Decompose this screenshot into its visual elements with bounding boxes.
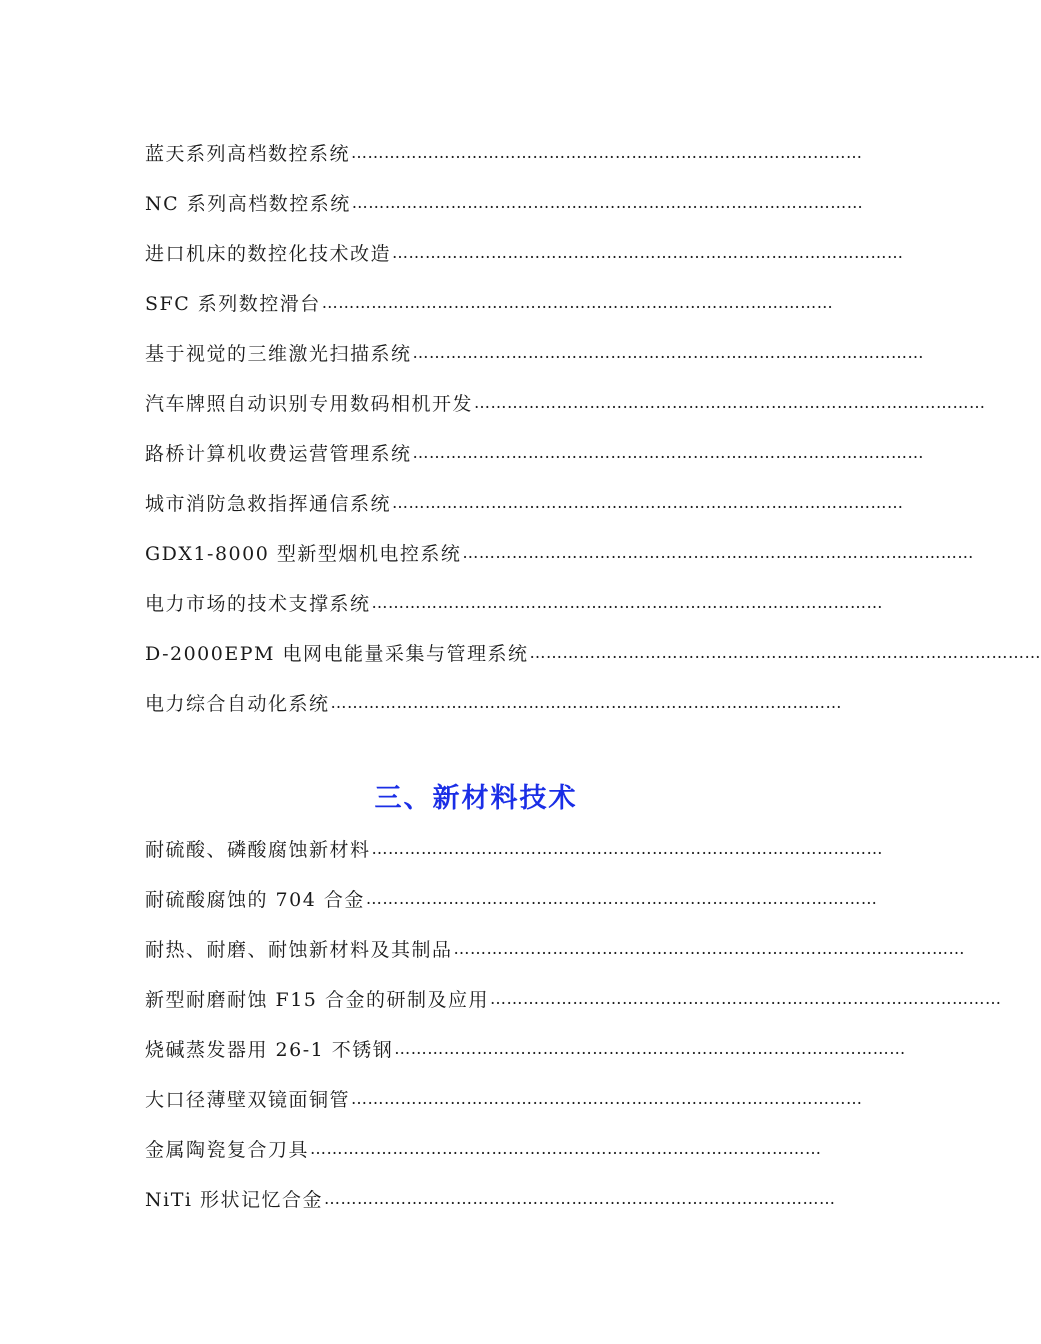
dot-leader: ………………………………………………………………………………… (394, 1038, 906, 1058)
dot-leader: ………………………………………………………………………………… (321, 292, 834, 312)
toc-entry-label: 汽车牌照自动识别专用数码相机开发 (145, 392, 474, 415)
toc-entry-label: 耐硫酸腐蚀的 704 合金 (145, 888, 365, 911)
toc-list-new-materials (145, 823, 1001, 1223)
toc-entry[interactable] (145, 477, 1041, 527)
dot-leader: ………………………………………………………………………………… (412, 442, 925, 462)
toc-entry[interactable] (145, 327, 1041, 377)
toc-entry-label: 新型耐磨耐蚀 F15 合金的研制及应用 (145, 988, 489, 1011)
toc-entry[interactable] (145, 427, 1041, 477)
toc-entry-label: 路桥计算机收费运营管理系统 (145, 442, 412, 465)
dot-leader: ………………………………………………………………………………… (462, 542, 974, 562)
toc-entry-label: 金属陶瓷复合刀具 (145, 1138, 310, 1161)
dot-leader: ………………………………………………………………………………… (351, 192, 864, 212)
toc-entry-label: 蓝天系列高档数控系统 (145, 142, 351, 165)
dot-leader: ………………………………………………………………………………… (529, 642, 1041, 662)
toc-entry-label: GDX1-8000 型新型烟机电控系统 (145, 542, 462, 565)
dot-leader: ………………………………………………………………………………… (351, 1088, 863, 1108)
toc-entry[interactable] (145, 377, 1041, 427)
toc-entry-label: 进口机床的数控化技术改造 (145, 242, 392, 265)
toc-entry-label: SFC 系列数控滑台 (145, 292, 321, 315)
toc-entry-label: 大口径薄壁双镜面铜管 (145, 1088, 351, 1111)
toc-entry[interactable] (145, 227, 1041, 277)
dot-leader: ………………………………………………………………………………… (310, 1138, 822, 1158)
toc-entry[interactable] (145, 973, 1001, 1023)
dot-leader: ………………………………………………………………………………… (474, 392, 986, 412)
toc-entry[interactable] (145, 873, 1001, 923)
toc-entry[interactable] (145, 577, 1041, 627)
toc-entry-label: 城市消防急救指挥通信系统 (145, 492, 392, 515)
dot-leader: ………………………………………………………………………………… (324, 1188, 836, 1208)
toc-entry[interactable] (145, 527, 1041, 577)
dot-leader: ………………………………………………………………………………… (489, 988, 1002, 1008)
toc-entry-label: 电力市场的技术支撑系统 (145, 592, 371, 615)
toc-entry-label: 烧碱蒸发器用 26-1 不锈钢 (145, 1038, 394, 1061)
toc-entry-label: 耐硫酸、磷酸腐蚀新材料 (145, 838, 371, 861)
dot-leader: ………………………………………………………………………………… (392, 492, 904, 512)
toc-entry-label: 电力综合自动化系统 (145, 692, 330, 715)
toc-entry[interactable] (145, 677, 1041, 727)
toc-entry-label: NC 系列高档数控系统 (145, 192, 351, 215)
dot-leader: ………………………………………………………………………………… (371, 838, 884, 858)
dot-leader: ………………………………………………………………………………… (351, 142, 863, 162)
dot-leader: ………………………………………………………………………………… (330, 692, 843, 712)
toc-entry[interactable] (145, 1173, 1001, 1223)
toc-entry[interactable] (145, 823, 1001, 873)
dot-leader: ………………………………………………………………………………… (453, 938, 966, 958)
toc-entry-label: 耐热、耐磨、耐蚀新材料及其制品 (145, 938, 453, 961)
dot-leader: ………………………………………………………………………………… (371, 592, 884, 612)
toc-entry[interactable] (145, 127, 1041, 177)
dot-leader: ………………………………………………………………………………… (412, 342, 925, 362)
toc-entry[interactable] (145, 923, 1001, 973)
toc-entry-label: 基于视觉的三维激光扫描系统 (145, 342, 412, 365)
toc-entry[interactable] (145, 1123, 1001, 1173)
dot-leader: ………………………………………………………………………………… (365, 888, 878, 908)
section-heading: 三、新材料技术 (374, 783, 578, 814)
toc-entry[interactable] (145, 1073, 1001, 1123)
toc-entry[interactable] (145, 277, 1041, 327)
toc-entry[interactable] (145, 1023, 1001, 1073)
toc-entry-label: D-2000EPM 电网电能量采集与管理系统 (145, 642, 529, 665)
toc-list-top (145, 127, 1041, 727)
toc-entry-label: NiTi 形状记忆合金 (145, 1188, 323, 1211)
dot-leader: ………………………………………………………………………………… (392, 242, 904, 262)
toc-entry[interactable] (145, 177, 1041, 227)
toc-entry[interactable] (145, 627, 1041, 677)
